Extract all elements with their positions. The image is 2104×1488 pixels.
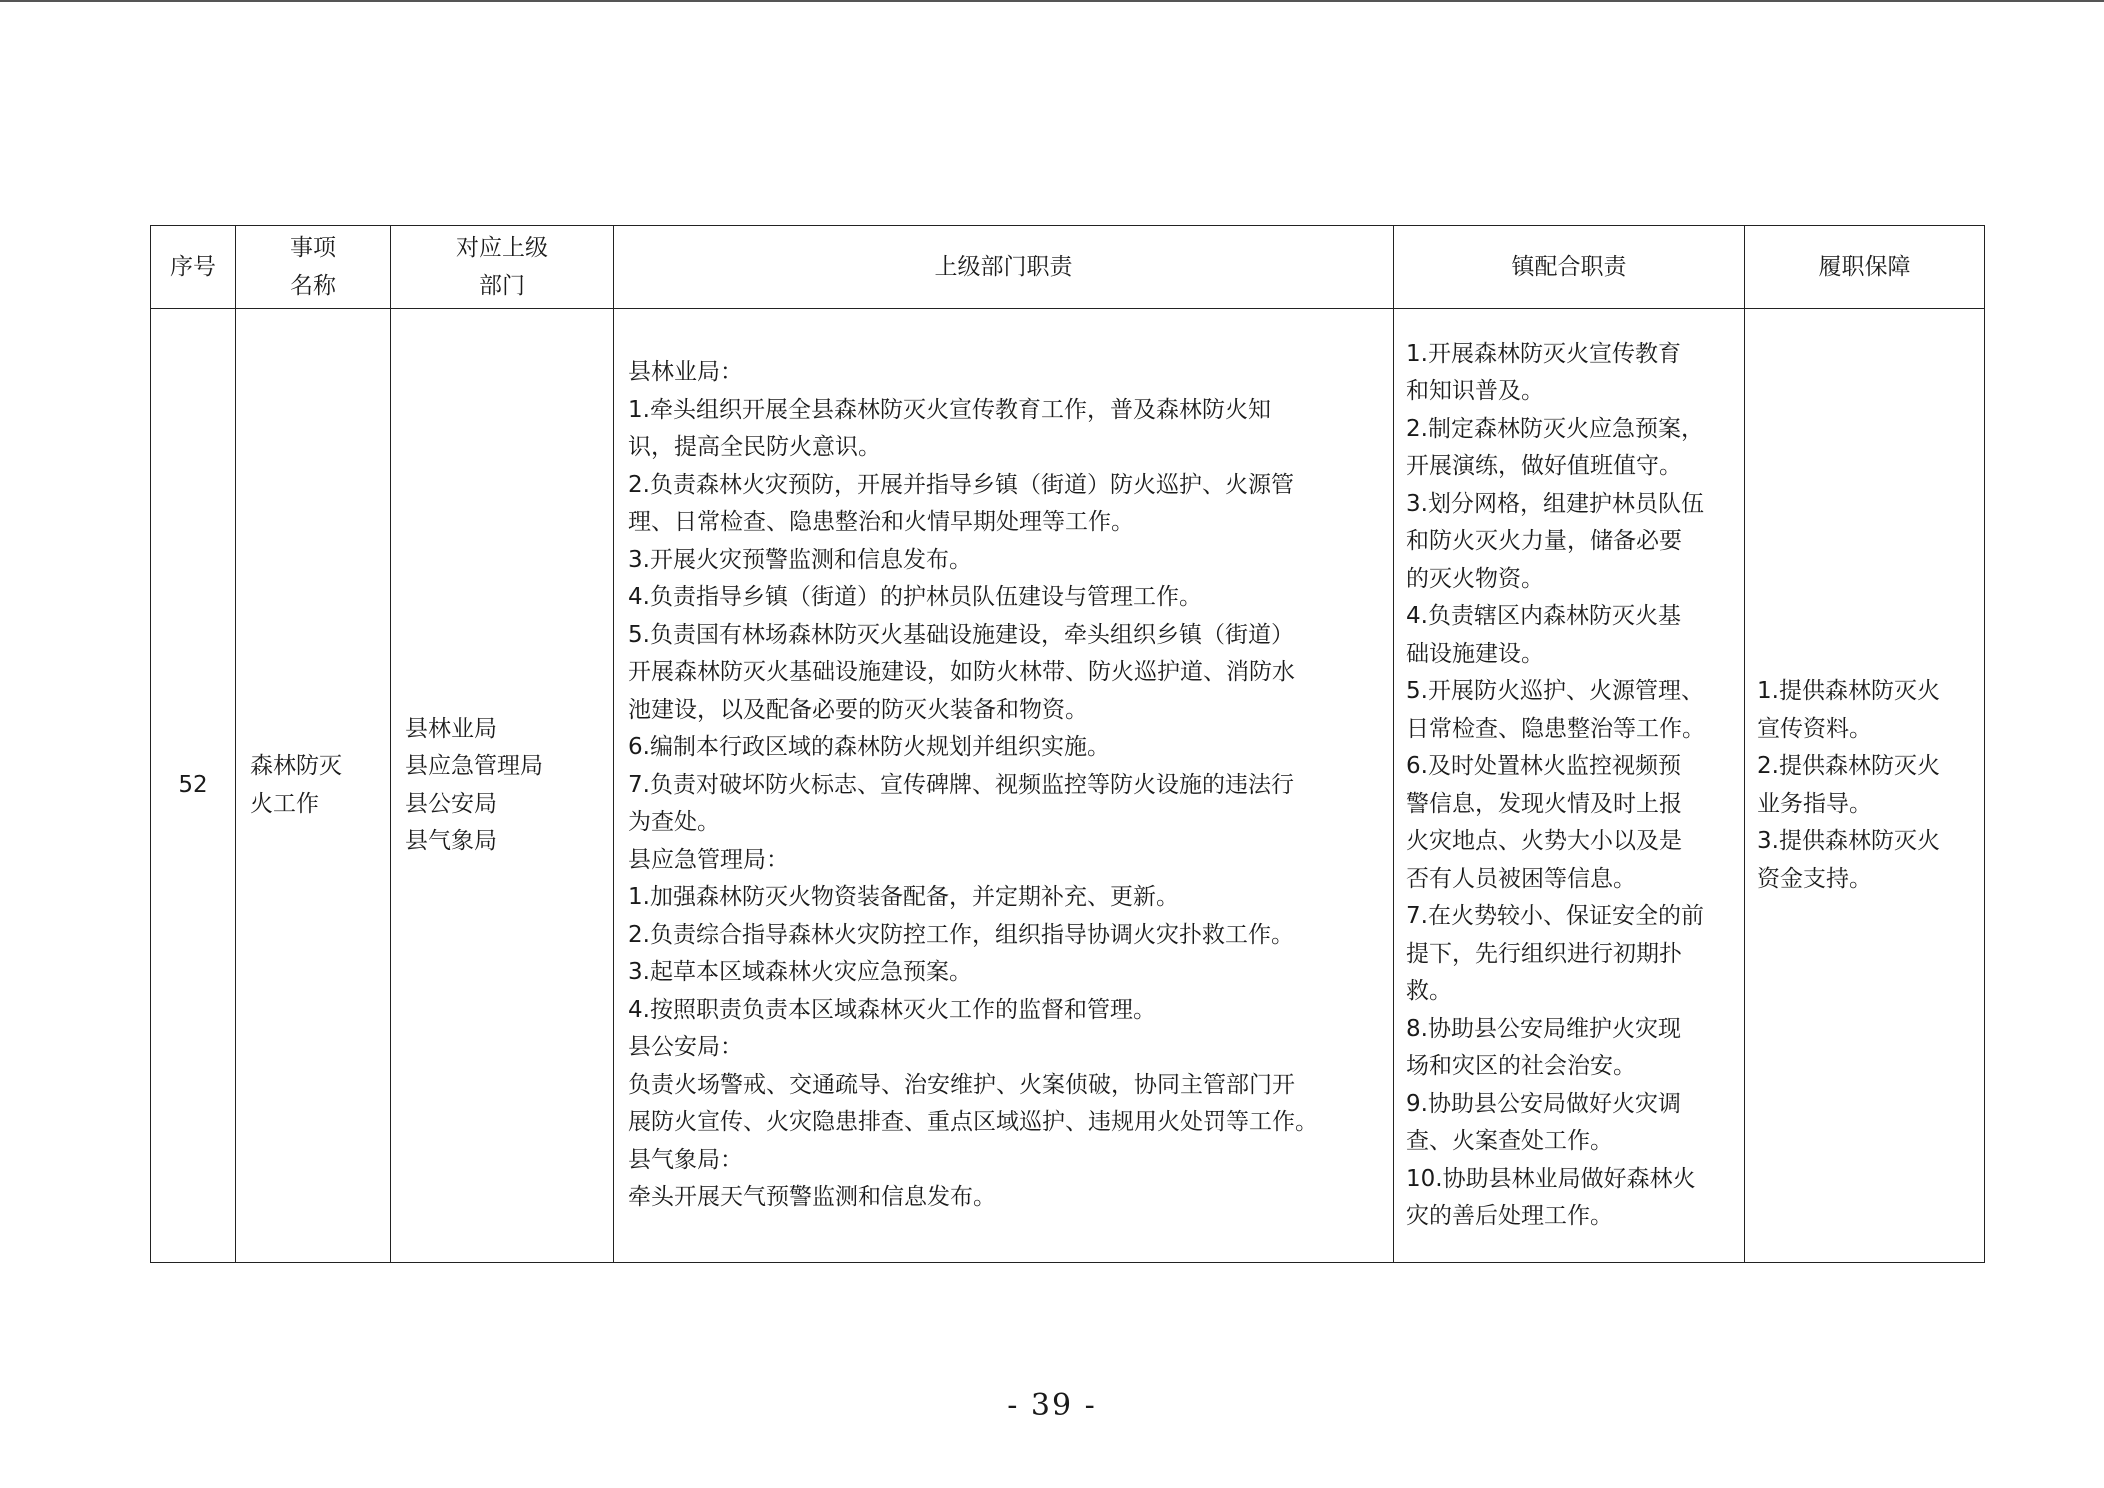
superior-duty-line: 牵头开展天气预警监测和信息发布。 xyxy=(628,1184,996,1211)
header-seq: 序号 xyxy=(151,226,236,309)
row-superior-duty xyxy=(614,309,1394,1263)
department-item: 县气象局 xyxy=(405,828,497,854)
guarantee-line: 资金支持。 xyxy=(1757,865,1872,892)
superior-duty-line: 4.按照职责负责本区域森林灭火工作的监督和管理。 xyxy=(628,996,1156,1023)
guarantee-line: 业务指导。 xyxy=(1757,790,1872,817)
town-duty-line: 日常检查、隐患整治等工作。 xyxy=(1406,715,1705,742)
superior-duty-line: 县应急管理局： xyxy=(628,846,789,873)
header-superior-dept xyxy=(391,226,614,309)
row-guarantee xyxy=(1745,309,1985,1263)
superior-duty-line: 展防火宣传、火灾隐患排查、重点区域巡护、违规用火处罚等工作。 xyxy=(628,1109,1318,1136)
superior-duty-line: 2.负责综合指导森林火灾防控工作，组织指导协调火灾扑救工作。 xyxy=(628,921,1294,948)
header-town-duty: 镇配合职责 xyxy=(1394,226,1745,309)
header-item-name xyxy=(236,226,391,309)
table-header xyxy=(151,226,1985,309)
header-item-name-line: 事项 xyxy=(290,235,336,261)
town-duty-line: 7.在火势较小、保证安全的前 xyxy=(1406,903,1704,929)
header-superior-dept-line: 部门 xyxy=(479,273,525,299)
superior-duty-line: 理、日常检查、隐患整治和火情早期处理等工作。 xyxy=(628,509,1134,536)
town-duty-line: 灾的善后处理工作。 xyxy=(1406,1203,1613,1229)
town-duty-line: 8.协助县公安局维护火灾现 xyxy=(1406,1015,1681,1042)
town-duty-line: 6.及时处置林火监控视频预 xyxy=(1406,753,1681,779)
superior-duty-line: 1.牵头组织开展全县森林防灭火宣传教育工作，普及森林防火知 xyxy=(628,396,1271,423)
superior-duty-line: 7.负责对破坏防火标志、宣传碑牌、视频监控等防火设施的违法行 xyxy=(628,771,1294,798)
superior-duty-line: 县气象局： xyxy=(628,1146,743,1173)
row-departments xyxy=(391,309,614,1263)
department-item: 县应急管理局 xyxy=(405,753,543,779)
superior-duty-line: 为查处。 xyxy=(628,809,720,836)
table-row xyxy=(151,309,1985,1263)
header-superior-dept-line: 对应上级 xyxy=(456,235,548,261)
superior-duty-line: 5.负责国有林场森林防灭火基础设施建设，牵头组织乡镇（街道） xyxy=(628,621,1294,648)
town-duty-line: 10.协助县林业局做好森林火 xyxy=(1406,1165,1696,1192)
town-duty-line: 开展演练，做好值班值守。 xyxy=(1406,453,1682,479)
town-duty-line: 9.协助县公安局做好火灾调 xyxy=(1406,1090,1681,1117)
town-duty-line: 否有人员被困等信息。 xyxy=(1406,865,1636,892)
town-duty-line: 1.开展森林防灭火宣传教育 xyxy=(1406,340,1681,367)
superior-duty-line: 县公安局： xyxy=(628,1034,743,1061)
header-item-name-line: 名称 xyxy=(290,273,336,299)
town-duty-line: 提下，先行组织进行初期扑 xyxy=(1406,940,1682,967)
row-item-name-line: 森林防灭 xyxy=(250,753,342,779)
superior-duty-line: 县林业局： xyxy=(628,359,743,386)
town-duty-line: 火灾地点、火势大小以及是 xyxy=(1406,828,1682,854)
town-duty-line: 3.划分网格，组建护林员队伍 xyxy=(1406,490,1704,517)
row-item-name xyxy=(236,309,391,1263)
town-duty-line: 2.制定森林防灭火应急预案， xyxy=(1406,415,1704,442)
town-duty-line: 警信息，发现火情及时上报 xyxy=(1406,790,1682,817)
town-duty-line: 4.负责辖区内森林防灭火基 xyxy=(1406,603,1681,629)
header-superior-duty: 上级部门职责 xyxy=(614,226,1394,309)
superior-duty-line: 1.加强森林防灭火物资装备配备，并定期补充、更新。 xyxy=(628,884,1179,911)
guarantee-line: 2.提供森林防灭火 xyxy=(1757,753,1940,779)
town-duty-line: 和防火灭火力量，储备必要 xyxy=(1406,528,1682,554)
superior-duty-line: 3.起草本区域森林火灾应急预案。 xyxy=(628,959,972,986)
guarantee-line: 3.提供森林防灭火 xyxy=(1757,828,1940,854)
superior-duty-line: 3.开展火灾预警监测和信息发布。 xyxy=(628,546,972,573)
superior-duty-line: 6.编制本行政区域的森林防火规划并组织实施。 xyxy=(628,734,1110,761)
guarantee-line: 1.提供森林防灭火 xyxy=(1757,678,1940,704)
header-guarantee: 履职保障 xyxy=(1745,226,1985,309)
town-duty-line: 救。 xyxy=(1406,978,1452,1004)
superior-duty-line: 识，提高全民防火意识。 xyxy=(628,434,881,461)
row-seq: 52 xyxy=(151,309,236,1263)
superior-duty-line: 负责火场警戒、交通疏导、治安维护、火案侦破，协同主管部门开 xyxy=(628,1071,1295,1098)
guarantee-line: 宣传资料。 xyxy=(1757,715,1872,742)
superior-duty-line: 开展森林防灭火基础设施建设，如防火林带、防火巡护道、消防水 xyxy=(628,659,1295,686)
superior-duty-line: 2.负责森林火灾预防，开展并指导乡镇（街道）防火巡护、火源管 xyxy=(628,471,1294,498)
duty-table xyxy=(150,225,1985,1263)
town-duty-line: 和知识普及。 xyxy=(1406,378,1544,404)
town-duty-line: 场和灾区的社会治安。 xyxy=(1406,1053,1636,1079)
department-item: 县林业局 xyxy=(405,715,497,742)
row-item-name-line: 火工作 xyxy=(250,790,319,817)
town-duty-line: 5.开展防火巡护、火源管理、 xyxy=(1406,678,1704,704)
page-top-border xyxy=(0,0,2104,2)
department-item: 县公安局 xyxy=(405,790,497,817)
town-duty-line: 查、火案查处工作。 xyxy=(1406,1128,1613,1154)
superior-duty-line: 池建设，以及配备必要的防灭火装备和物资。 xyxy=(628,696,1088,723)
row-town-duty xyxy=(1394,309,1745,1263)
superior-duty-line: 4.负责指导乡镇（街道）的护林员队伍建设与管理工作。 xyxy=(628,584,1202,611)
town-duty-line: 础设施建设。 xyxy=(1406,640,1544,667)
town-duty-line: 的灭火物资。 xyxy=(1406,565,1544,592)
page-number: - 39 - xyxy=(1007,1388,1097,1423)
